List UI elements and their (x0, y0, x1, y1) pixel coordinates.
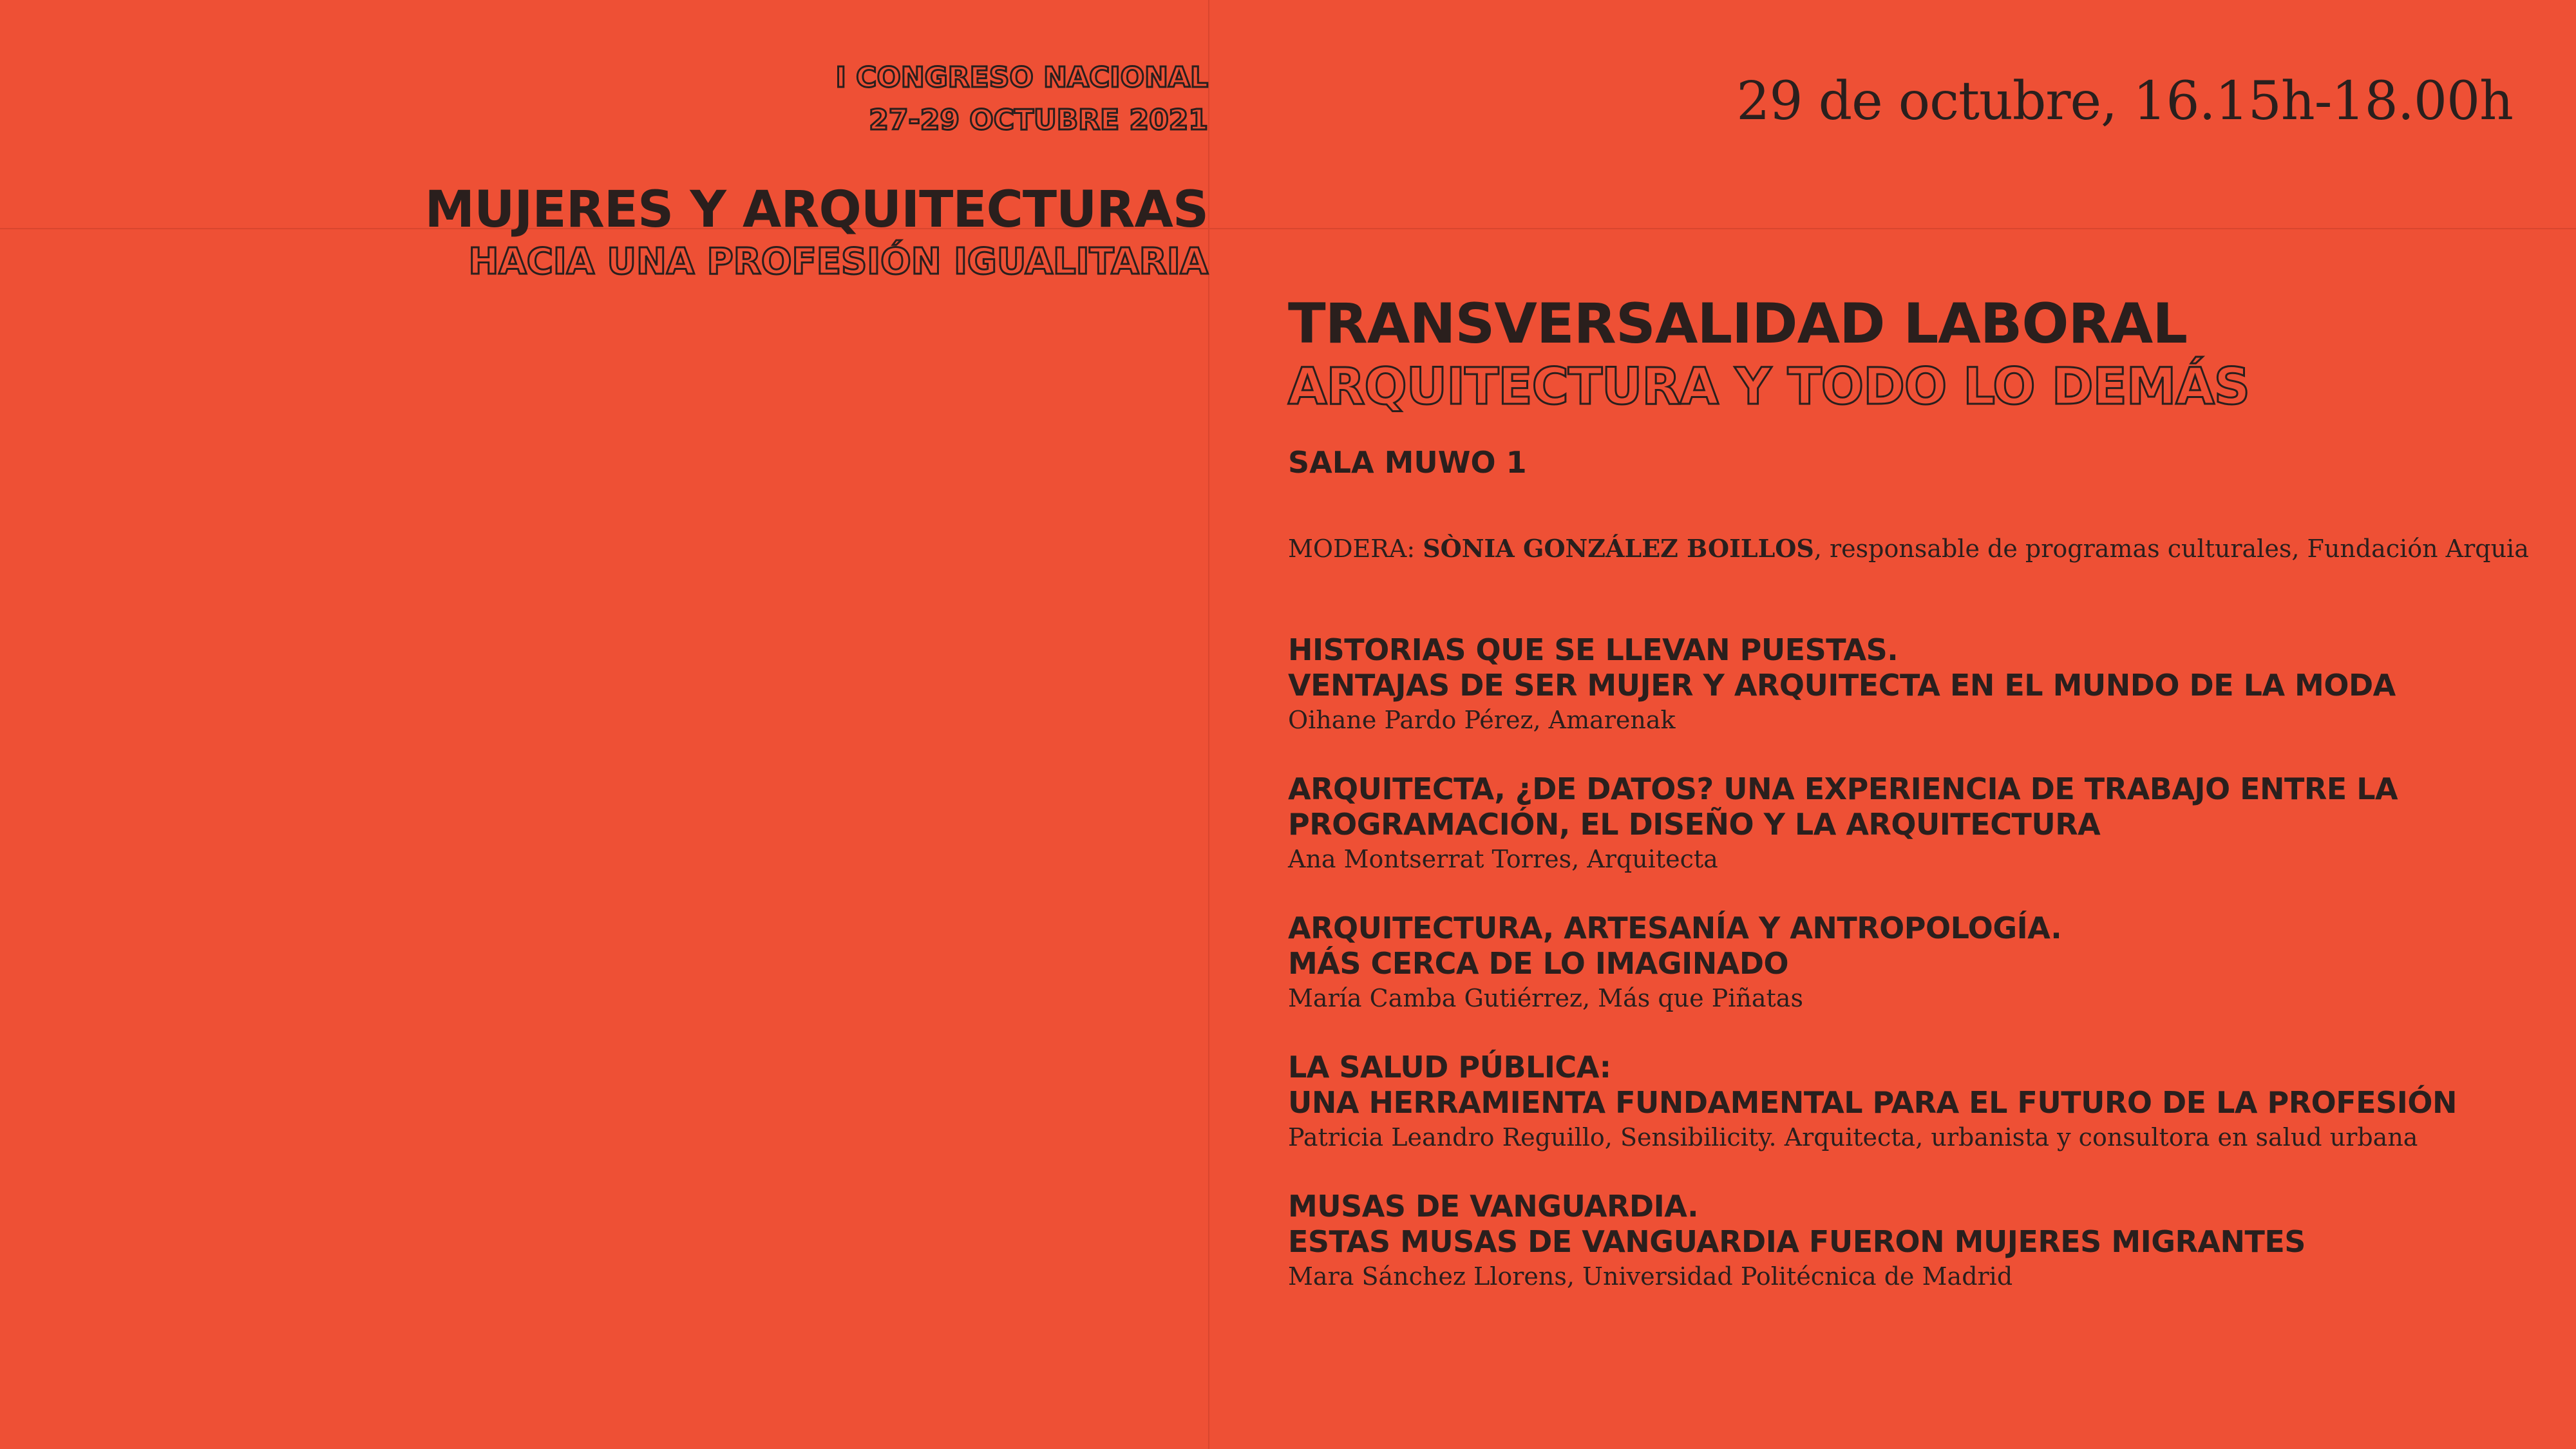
session-room: SALA MUWO 1 (1288, 445, 1527, 480)
talk-title-line2: MÁS CERCA DE LO IMAGINADO (1288, 946, 1789, 981)
talk-title-line2: ESTAS MUSAS DE VANGUARDIA FUERON MUJERES MIGRANTES (1288, 1224, 2306, 1259)
congress-dates: 27-29 OCTUBRE 2021 (869, 104, 1208, 137)
talk-item (1288, 911, 2524, 1015)
moderator-name: SÒNIA GONZÁLEZ BOILLOS (1423, 534, 1814, 563)
talk-item (1288, 1189, 2524, 1293)
fold-line-vertical (1208, 0, 1209, 1449)
talk-title-line2: VENTAJAS DE SER MUJER Y ARQUITECTA EN EL MUNDO DE LA MODA (1288, 668, 2396, 703)
session-content (1288, 291, 2529, 1328)
talk-title-line2: UNA HERRAMIENTA FUNDAMENTAL PARA EL FUTURO DE LA PROFESIÓN (1288, 1085, 2457, 1120)
talk-title-line2: PROGRAMACIÓN, EL DISEÑO Y LA ARQUITECTURA (1288, 807, 2101, 842)
talk-title-line1: ARQUITECTURA, ARTESANÍA Y ANTROPOLOGÍA. (1288, 911, 2062, 945)
talk-title-line1: MUSAS DE VANGUARDIA. (1288, 1189, 1699, 1224)
talk-speaker: Ana Montserrat Torres, Arquitecta (1288, 845, 1718, 873)
session-subtitle: ARQUITECTURA Y TODO LO DEMÁS (1288, 358, 2249, 416)
talk-speaker: María Camba Gutiérrez, Más que Piñatas (1288, 984, 1803, 1012)
talk-title-line1: HISTORIAS QUE SE LLEVAN PUESTAS. (1288, 632, 1899, 667)
talk-item (1288, 632, 2524, 737)
talk-list (1288, 632, 2524, 1293)
talk-speaker: Oihane Pardo Pérez, Amarenak (1288, 706, 1676, 734)
talk-item (1288, 1050, 2524, 1154)
session-moderator (1288, 532, 2529, 565)
congress-info (835, 57, 1208, 142)
moderator-role: , responsable de programas culturales, Fundación Arquia (1814, 535, 2529, 563)
talk-item (1288, 772, 2524, 876)
moderator-label: MODERA: (1288, 535, 1423, 563)
session-title: TRANSVERSALIDAD LABORAL (1288, 292, 2188, 356)
session-date: 29 de octubre, 16.15h-18.00h (1736, 71, 2513, 132)
fold-line-horizontal (0, 228, 2576, 229)
congress-subtitle: HACIA UNA PROFESIÓN IGUALITARIA (468, 241, 1208, 283)
congress-edition: I CONGRESO NACIONAL (835, 61, 1208, 94)
talk-title-line1: ARQUITECTA, ¿DE DATOS? UNA EXPERIENCIA DE TRABAJO ENTRE LA (1288, 772, 2398, 806)
talk-title-line1: LA SALUD PÚBLICA: (1288, 1050, 1611, 1084)
congress-title: MUJERES Y ARQUITECTURAS (424, 181, 1208, 239)
talk-speaker: Patricia Leandro Reguillo, Sensibilicity. Arquitecta, urbanista y consultora en salud urbana (1288, 1123, 2418, 1151)
talk-speaker: Mara Sánchez Llorens, Universidad Politécnica de Madrid (1288, 1262, 2013, 1291)
